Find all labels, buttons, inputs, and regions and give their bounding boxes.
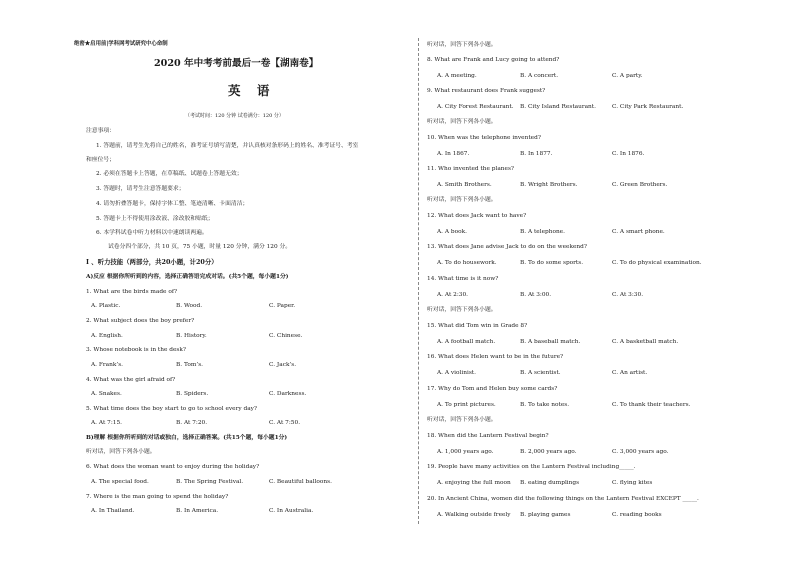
option-c: C. Paper. xyxy=(269,303,296,309)
note-item: 6. 本学科试卷中听力材料以中速朗读两遍。 xyxy=(96,230,208,236)
question-text: 14. What time is it now? xyxy=(427,276,499,282)
subject-title: 英 语 xyxy=(228,83,276,98)
option-c: C. At 3:30. xyxy=(612,292,644,298)
question-text: 3. Whose notebook is in the desk? xyxy=(86,347,187,353)
option-a: A. A book. xyxy=(437,229,467,235)
option-c: C. At 7:50. xyxy=(269,420,301,426)
option-b: B. Wood. xyxy=(176,303,203,309)
note-item: 4. 请勿折叠答题卡，保持字体工整、笔迹清晰、卡面清洁； xyxy=(96,201,249,207)
column-divider xyxy=(418,38,419,524)
option-a: A. Walking outside freely xyxy=(437,512,511,518)
option-b: B. To do some sports. xyxy=(520,260,584,266)
exam-meta: （考试时间：120 分钟 试卷满分：120 分） xyxy=(185,113,284,119)
note-item: 和座位号； xyxy=(86,157,115,163)
option-a: A. A violinist. xyxy=(437,370,476,376)
option-a: A. enjoying the full moon xyxy=(437,480,511,486)
option-a: A. In 1867. xyxy=(437,151,470,157)
question-text: 5. What time does the boy start to go to school every day? xyxy=(86,406,258,412)
option-a: A. To print pictures. xyxy=(437,402,496,408)
question-text: 8. What are Frank and Lucy going to attend? xyxy=(427,57,560,63)
question-text: 13. What does Jane advise Jack to do on the weekend? xyxy=(427,244,587,250)
option-a: A. Plastic. xyxy=(91,303,121,309)
listen-prompt: 听对话，回答下列各小题。 xyxy=(427,119,497,125)
listen-prompt: 听对话，回答下列各小题。 xyxy=(427,307,497,313)
question-text: 9. What restaurant does Frank suggest? xyxy=(427,88,546,94)
option-b: B. A baseball match. xyxy=(520,339,581,345)
part-a-heading: A)反应 根据你所听到的内容，选择正确答语完成对话。(共5个题，每小题1分) xyxy=(86,274,289,280)
option-c: C. City Park Restaurant. xyxy=(612,104,684,110)
exam-title: 2020 年中考考前最后一卷【湖南卷】 xyxy=(154,58,319,69)
option-c: C. Chinese. xyxy=(269,333,303,339)
notes-heading: 注意事项： xyxy=(86,128,115,134)
option-a: A. Snakes. xyxy=(91,391,122,397)
note-item: 2. 必须在答题卡上答题，在草稿纸、试题卷上答题无效； xyxy=(96,171,243,177)
option-b: B. Wright Brothers. xyxy=(520,182,578,188)
note-item: 1. 答题前，请考生先将自己的姓名，准考证号填写清楚，并认真核对条形码上的姓名、准考证号、考室 xyxy=(96,143,359,149)
option-b: B. A scientist. xyxy=(520,370,561,376)
option-b: B. The Spring Festival. xyxy=(176,479,244,485)
question-text: 17. Why do Tom and Helen buy some cards? xyxy=(427,386,558,392)
option-c: C. Beautiful balloons. xyxy=(269,479,332,485)
option-b: B. History. xyxy=(176,333,207,339)
option-c: C. A smart phone. xyxy=(612,229,665,235)
option-c: C. An artist. xyxy=(612,370,648,376)
question-text: 4. What was the girl afraid of? xyxy=(86,377,176,383)
option-c: C. Jack’s. xyxy=(269,362,297,368)
option-a: A. A meeting. xyxy=(437,73,477,79)
option-c: C. 3,000 years ago. xyxy=(612,449,669,455)
option-a: A. The special food. xyxy=(91,479,149,485)
listen-prompt: 听对话，回答下列各小题。 xyxy=(86,449,156,455)
option-b: B. City Island Restaurant. xyxy=(520,104,596,110)
option-a: A. At 2:30. xyxy=(437,292,468,298)
listen-prompt: 听对话，回答下列各小题。 xyxy=(427,42,497,48)
option-c: C. reading books xyxy=(612,512,662,518)
option-c: C. Darkness. xyxy=(269,391,307,397)
note-item: 3. 答题时，请考生注意答题要求； xyxy=(96,186,185,192)
question-text: 12. What does Jack want to have? xyxy=(427,213,527,219)
option-b: B. At 7:20. xyxy=(176,420,208,426)
option-c: C. In 1876. xyxy=(612,151,645,157)
note-item: 试卷分四个部分，共 10 页，75 小题，时量 120 分钟，满分 120 分。 xyxy=(108,244,292,250)
question-text: 6. What does the woman want to enjoy during the holiday? xyxy=(86,464,260,470)
listen-prompt: 听对话，回答下列各小题。 xyxy=(427,197,497,203)
option-b: B. 2,000 years ago. xyxy=(520,449,577,455)
option-c: C. Green Brothers. xyxy=(612,182,668,188)
option-a: A. Smith Brothers. xyxy=(437,182,492,188)
question-text: 20. In Ancient China, women did the following things on the Lantern Festival EXCEPT _____. xyxy=(427,496,699,502)
option-a: A. To do housework. xyxy=(437,260,497,266)
option-b: B. A telephone. xyxy=(520,229,565,235)
option-b: B. In America. xyxy=(176,508,219,514)
option-b: B. A concert. xyxy=(520,73,559,79)
option-a: A. In Thailand. xyxy=(91,508,135,514)
option-c: C. flying kites xyxy=(612,480,653,486)
note-item: 5. 答题卡上不得使用涂改液、涂改胶和贴纸； xyxy=(96,216,214,222)
option-b: B. In 1877. xyxy=(520,151,553,157)
option-c: C. In Australia. xyxy=(269,508,314,514)
question-text: 7. Where is the man going to spend the holiday? xyxy=(86,494,229,500)
question-text: 18. When did the Lantern Festival begin? xyxy=(427,433,549,439)
option-b: B. To take notes. xyxy=(520,402,570,408)
secret-line: 绝密★启用前|学科网考试研究中心命制 xyxy=(74,41,168,47)
option-c: C. To thank their teachers. xyxy=(612,402,691,408)
option-a: A. Frank’s. xyxy=(91,362,124,368)
option-a: A. City Forest Restaurant. xyxy=(437,104,514,110)
option-b: B. playing games xyxy=(520,512,571,518)
option-b: B. Tom’s. xyxy=(176,362,204,368)
option-b: B. Spiders. xyxy=(176,391,209,397)
question-text: 16. What does Helen want to be in the future? xyxy=(427,354,564,360)
option-c: C. A basketball match. xyxy=(612,339,679,345)
listen-prompt: 听对话，回答下列各小题。 xyxy=(427,417,497,423)
section-heading: I 、听力技能（两部分，共20小题，计20分） xyxy=(86,258,218,266)
option-a: A. 1,000 years ago. xyxy=(437,449,494,455)
question-text: 19. People have many activities on the Lantern Festival including_____. xyxy=(427,464,636,470)
question-text: 1. What are the birds made of? xyxy=(86,289,178,295)
part-b-heading: B)理解 根据你所听到的对话或独白，选择正确答案。(共15个题，每小题1分) xyxy=(86,435,288,441)
option-b: B. eating dumplings xyxy=(520,480,580,486)
question-text: 11. Who invented the planes? xyxy=(427,166,515,172)
option-a: A. A football match. xyxy=(437,339,496,345)
option-a: A. At 7:15. xyxy=(91,420,122,426)
option-c: C. A party. xyxy=(612,73,643,79)
option-b: B. At 3:00. xyxy=(520,292,552,298)
question-text: 10. When was the telephone invented? xyxy=(427,135,541,141)
question-text: 2. What subject does the boy prefer? xyxy=(86,318,195,324)
option-a: A. English. xyxy=(91,333,123,339)
option-c: C. To do physical examination. xyxy=(612,260,702,266)
question-text: 15. What did Tom win in Grade 8? xyxy=(427,323,528,329)
